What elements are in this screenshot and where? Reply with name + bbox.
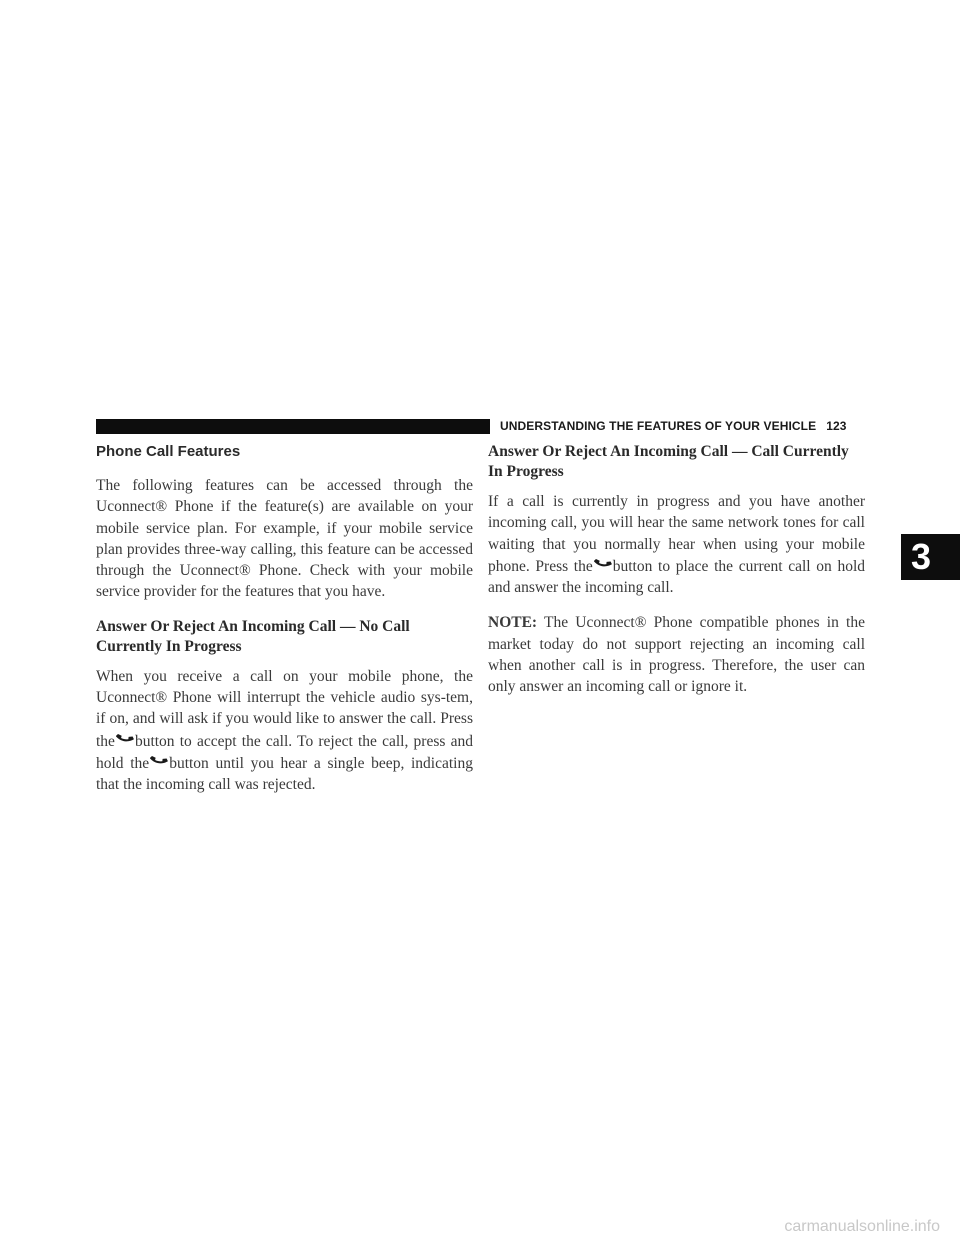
chapter-number: 3 [911,536,932,577]
running-header [500,418,847,435]
right-column [488,442,865,712]
subheading-no-call: Answer Or Reject An Incoming Call — No Call Currently In Progress [96,617,410,655]
header-rule [96,419,490,434]
no-call-paragraph [96,666,473,796]
section-title: Phone Call Features [96,443,241,460]
header-title: UNDERSTANDING THE FEATURES OF YOUR VEHICLE [500,419,817,433]
no-call-text-2: button to accept the call. To reject the call, press and hold the [96,732,473,772]
note-text: The Uconnect® Phone compatible phones in the market today do not support rejecting an incoming call when another call is in progress. Therefore, the user can only answer an incoming call or ignore it. [488,614,865,696]
note-label: NOTE: [488,614,538,632]
note-paragraph [488,612,865,697]
phone-icon [594,555,612,569]
call-in-progress-text-2: button to place the current call on hold and answer the incoming call. [488,557,865,597]
phone-icon [116,730,134,744]
watermark: carmanualsonline.info [784,1218,940,1235]
left-column [96,442,473,810]
phone-icon [150,752,168,766]
call-in-progress-paragraph [488,491,865,598]
chapter-tab [901,534,960,580]
no-call-text-1: When you receive a call on your mobile phone, the Uconnect® Phone will interrupt the vehicle audio sys-tem, if on, and will ask if you would like to answer the call. Press the [96,667,473,750]
intro-paragraph: The following features can be accessed through the Uconnect® Phone if the feature(s) are available on your mobile service plan. For example, if your mobile service plan provides three-way calling, this feature can be accessed through the Uconnect® Phone. Check with your mobile service provider for the features that you have. [96,477,473,601]
call-in-progress-text-1: If a call is currently in progress and you have another incoming call, you will hear the same network tones for call waiting that you normally hear when using your mobile phone. Press the [488,493,865,575]
no-call-text-3: button until you hear a single beep, indicating that the incoming call was rejected. [96,754,473,794]
subheading-call-in-progress: Answer Or Reject An Incoming Call — Call Currently In Progress [488,443,849,480]
page-number: 123 [826,419,847,433]
